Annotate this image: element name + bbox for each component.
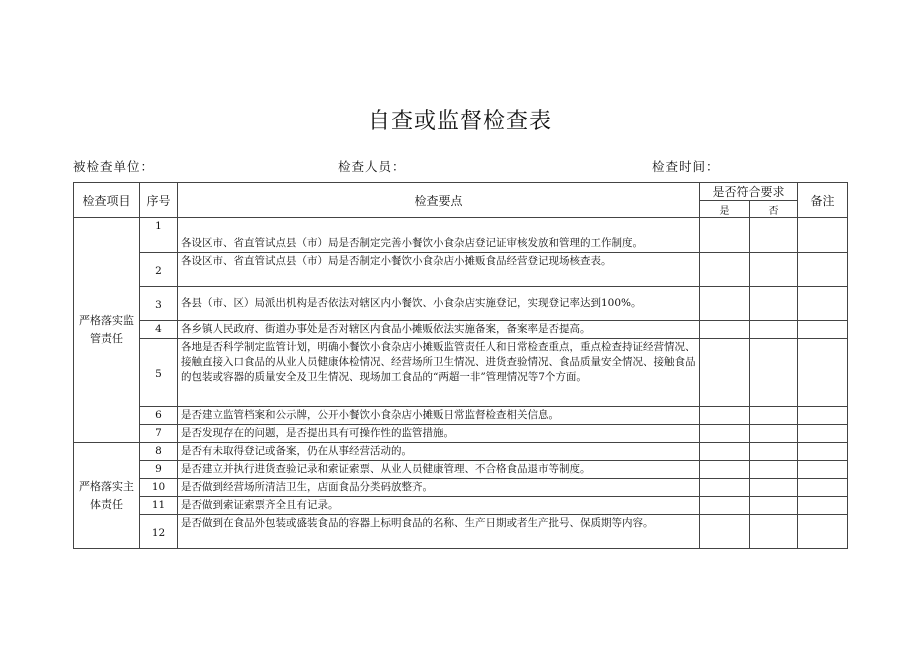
category-cell: 严格落实主体责任 <box>74 443 140 549</box>
remark-cell[interactable] <box>798 218 848 253</box>
no-checkbox-cell[interactable] <box>750 253 798 287</box>
no-checkbox-cell[interactable] <box>750 497 798 515</box>
table-row <box>74 218 848 253</box>
remark-cell[interactable] <box>798 461 848 479</box>
no-checkbox-cell[interactable] <box>750 321 798 339</box>
row-number: 7 <box>140 425 178 443</box>
yes-checkbox-cell[interactable] <box>700 407 750 425</box>
remark-cell[interactable] <box>798 497 848 515</box>
yes-checkbox-cell[interactable] <box>700 287 750 321</box>
remark-cell[interactable] <box>798 443 848 461</box>
row-check-point: 是否做到在食品外包装或盛装食品的容器上标明食品的名称、生产日期或者生产批号、保质期等内容。 <box>178 515 700 549</box>
row-check-point: 是否建立并执行进货查验记录和索证索票、从业人员健康管理、不合格食品退市等制度。 <box>178 461 700 479</box>
no-checkbox-cell[interactable] <box>750 339 798 407</box>
row-number: 11 <box>140 497 178 515</box>
row-check-point: 是否做到索证索票齐全且有记录。 <box>178 497 700 515</box>
row-number: 5 <box>140 339 178 407</box>
yes-checkbox-cell[interactable] <box>700 461 750 479</box>
row-check-point: 是否发现存在的问题，是否提出具有可操作性的监管措施。 <box>178 425 700 443</box>
category-cell: 严格落实监管责任 <box>74 218 140 443</box>
table-row <box>74 321 848 339</box>
table-row <box>74 443 848 461</box>
table-row <box>74 461 848 479</box>
no-checkbox-cell[interactable] <box>750 461 798 479</box>
remark-cell[interactable] <box>798 339 848 407</box>
header-yes: 是 <box>700 201 750 218</box>
inspector-label: 检查人员： <box>338 159 406 174</box>
row-number: 6 <box>140 407 178 425</box>
row-number: 3 <box>140 287 178 321</box>
remark-cell[interactable] <box>798 287 848 321</box>
document-title: 自查或监督检查表 <box>367 109 552 134</box>
row-number: 12 <box>140 515 178 549</box>
remark-cell[interactable] <box>798 253 848 287</box>
row-check-point: 各设区市、省直管试点县（市）局是否制定小餐饮小食杂店小摊贩食品经营登记现场核查表。 <box>178 253 700 287</box>
remark-cell[interactable] <box>798 407 848 425</box>
row-number: 8 <box>140 443 178 461</box>
no-checkbox-cell[interactable] <box>750 515 798 549</box>
header-remark: 备注 <box>798 183 848 218</box>
remark-cell[interactable] <box>798 515 848 549</box>
row-number: 4 <box>140 321 178 339</box>
row-check-point: 各乡镇人民政府、街道办事处是否对辖区内食品小摊贩依法实施备案，备案率是否提高。 <box>178 321 700 339</box>
remark-cell[interactable] <box>798 479 848 497</box>
row-number: 10 <box>140 479 178 497</box>
inspection-table <box>73 182 848 549</box>
yes-checkbox-cell[interactable] <box>700 218 750 253</box>
yes-checkbox-cell[interactable] <box>700 515 750 549</box>
row-check-point: 各地是否科学制定监管计划，明确小餐饮小食杂店小摊贩监管责任人和日常检查重点，重点检查持证经营情况、接触直接入口食品的从业人员健康体检情况、经营场所卫生情况、进货查验情况、食品质量安全情况、接触食品的包装或容器的质量安全及卫生情况、现场加工食品的“两超一非”管理情况等7个方面。 <box>178 339 700 407</box>
table-row <box>74 497 848 515</box>
no-checkbox-cell[interactable] <box>750 443 798 461</box>
header-inspection-point: 检查要点 <box>178 183 700 218</box>
yes-checkbox-cell[interactable] <box>700 339 750 407</box>
row-number: 9 <box>140 461 178 479</box>
inspected-unit-label: 被检查单位： <box>73 159 155 174</box>
header-serial-number: 序号 <box>140 183 178 218</box>
yes-checkbox-cell[interactable] <box>700 321 750 339</box>
table-row <box>74 407 848 425</box>
no-checkbox-cell[interactable] <box>750 218 798 253</box>
remark-cell[interactable] <box>798 425 848 443</box>
inspection-time-label: 检查时间： <box>652 159 720 174</box>
no-checkbox-cell[interactable] <box>750 407 798 425</box>
header-no: 否 <box>750 201 798 218</box>
yes-checkbox-cell[interactable] <box>700 443 750 461</box>
header-inspection-item: 检查项目 <box>74 183 140 218</box>
yes-checkbox-cell[interactable] <box>700 497 750 515</box>
table-row <box>74 287 848 321</box>
row-number: 2 <box>140 253 178 287</box>
row-check-point: 各设区市、省直管试点县（市）局是否制定完善小餐饮小食杂店登记证审核发放和管理的工作制度。 <box>178 218 700 253</box>
row-number: 1 <box>140 218 178 253</box>
row-check-point: 是否做到经营场所清洁卫生，店面食品分类码放整齐。 <box>178 479 700 497</box>
table-row <box>74 515 848 549</box>
yes-checkbox-cell[interactable] <box>700 479 750 497</box>
no-checkbox-cell[interactable] <box>750 425 798 443</box>
remark-cell[interactable] <box>798 321 848 339</box>
yes-checkbox-cell[interactable] <box>700 425 750 443</box>
no-checkbox-cell[interactable] <box>750 287 798 321</box>
row-check-point: 是否有未取得登记或备案，仍在从事经营活动的。 <box>178 443 700 461</box>
table-row <box>74 339 848 407</box>
table-row <box>74 479 848 497</box>
row-check-point: 是否建立监管档案和公示牌，公开小餐饮小食杂店小摊贩日常监督检查相关信息。 <box>178 407 700 425</box>
row-check-point: 各县（市、区）局派出机构是否依法对辖区内小餐饮、小食杂店实施登记，实现登记率达到100%。 <box>178 287 700 321</box>
no-checkbox-cell[interactable] <box>750 479 798 497</box>
table-row <box>74 425 848 443</box>
yes-checkbox-cell[interactable] <box>700 253 750 287</box>
header-conformity: 是否符合要求 <box>700 183 798 201</box>
table-row <box>74 253 848 287</box>
